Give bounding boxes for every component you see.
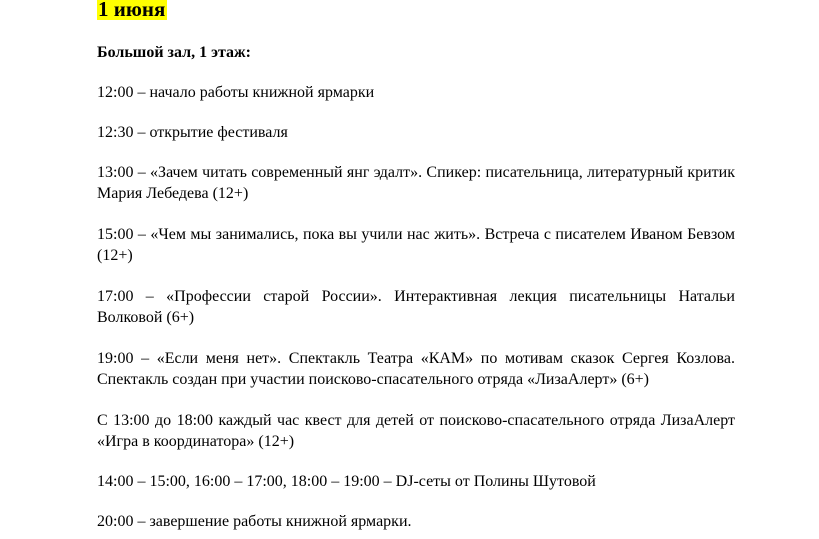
schedule-entry-1200: 12:00 – начало работы книжной ярмарки — [97, 84, 375, 101]
schedule-entry-quest: С 13:00 до 18:00 каждый час квест для детей от поисково-спасательного отряда ЛизаАлерт «Игра в координатора» (12+) — [97, 412, 735, 450]
schedule-entry-1230: 12:30 – открытие фестиваля — [97, 124, 288, 141]
schedule-entry-1500: 15:00 – «Чем мы занимались, пока вы учили нас жить». Встреча с писателем Иваном Бевзом (12+) — [97, 226, 735, 264]
section-title: Большой зал, 1 этаж: — [97, 44, 251, 61]
schedule-entry-2000: 20:00 – завершение работы книжной ярмарки. — [97, 513, 412, 530]
date-heading-wrap — [97, 0, 735, 22]
document-page — [97, 0, 735, 530]
schedule-entry-1900: 19:00 – «Если меня нет». Спектакль Театра «КАМ» по мотивам сказок Сергея Козлова. Спектакль создан при участии поисково-спасательного отряда «ЛизаАлерт» (6+) — [97, 350, 735, 388]
schedule-entry-1300: 13:00 – «Зачем читать современный янг эдалт». Спикер: писательница, литературный критик Мария Лебедева (12+) — [97, 164, 735, 202]
schedule-entry-dj-sets: 14:00 – 15:00, 16:00 – 17:00, 18:00 – 19:00 – DJ-сеты от Полины Шутовой — [97, 473, 596, 490]
date-heading: 1 июня — [98, 0, 166, 21]
schedule-entry-1700: 17:00 – «Профессии старой России». Интерактивная лекция писательницы Натальи Волковой (6+) — [97, 288, 735, 326]
